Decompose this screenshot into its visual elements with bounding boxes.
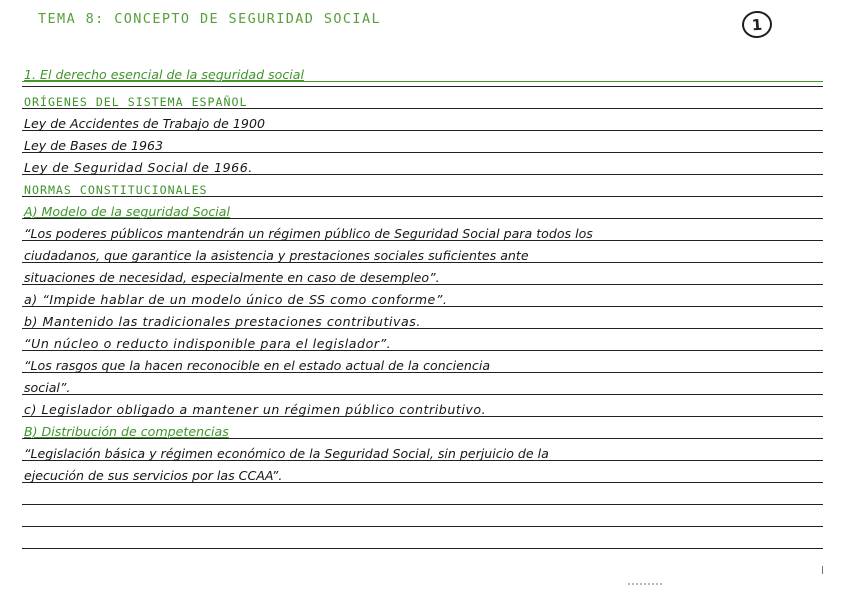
subheading: A) Modelo de la seguridad Social	[24, 204, 231, 219]
ruled-line	[22, 394, 823, 395]
scan-artifact	[628, 583, 664, 585]
text-line: “Un núcleo o reducto indisponible para el legislador”.	[24, 336, 392, 351]
text-line: Ley de Accidentes de Trabajo de 1900	[24, 116, 265, 131]
subheading: ORÍGENES DEL SISTEMA ESPAÑOL	[24, 95, 248, 109]
text-line: Ley de Bases de 1963	[24, 138, 163, 153]
ruled-line	[22, 526, 823, 527]
text-line: c) Legislador obligado a mantener un régimen público contributivo.	[24, 402, 487, 417]
margin-mark	[822, 566, 823, 574]
text-line: ejecución de sus servicios por las CCAA”.	[24, 468, 283, 483]
page-title: TEMA 8: CONCEPTO DE SEGURIDAD SOCIAL	[38, 11, 381, 27]
subheading: NORMAS CONSTITUCIONALES	[24, 183, 208, 197]
subheading: B) Distribución de competencias	[24, 424, 229, 439]
text-line: ciudadanos, que garantice la asistencia y prestaciones sociales suficientes ante	[24, 248, 529, 263]
text-line: “Los poderes públicos mantendrán un régimen público de Seguridad Social para todos los	[24, 226, 593, 241]
section-heading: 1. El derecho esencial de la seguridad social	[24, 67, 304, 82]
ruled-line	[22, 504, 823, 505]
text-line: social”.	[24, 380, 71, 395]
ruled-line	[22, 86, 823, 87]
ruled-line	[22, 548, 823, 549]
page-number-badge: 1	[741, 10, 773, 39]
text-line: b) Mantenido las tradicionales prestaciones contributivas.	[24, 314, 421, 329]
text-line: a) “Impide hablar de un modelo único de SS como conforme”.	[24, 292, 448, 307]
text-line: “Los rasgos que la hacen reconocible en el estado actual de la conciencia	[24, 358, 491, 373]
text-line: Ley de Seguridad Social de 1966.	[24, 160, 253, 175]
text-line: situaciones de necesidad, especialmente en caso de desempleo”.	[24, 270, 440, 285]
text-line: “Legislación básica y régimen económico de la Seguridad Social, sin perjuicio de la	[24, 446, 549, 461]
